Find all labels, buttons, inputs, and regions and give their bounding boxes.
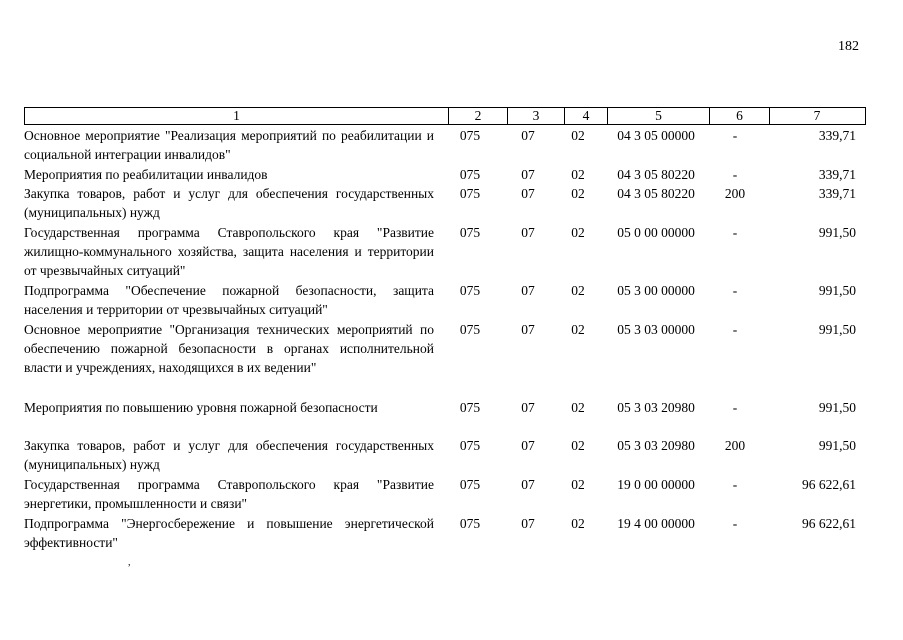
header-col-5: 5	[607, 108, 709, 124]
row-col-6: 200	[724, 186, 746, 201]
header-col-6: 6	[709, 108, 769, 124]
row-col-3: 07	[521, 477, 535, 492]
row-col-2: 075	[459, 186, 481, 201]
row-name: Государственная программа Ставропольского края "Развитие энергетики, промышленности и связи"	[24, 477, 434, 511]
row-col-2: 075	[459, 225, 481, 240]
row-col-5: 05 0 00 00000	[617, 225, 695, 240]
row-col-7: 991,50	[818, 283, 856, 298]
row-col-5: 05 3 03 00000	[617, 322, 695, 337]
row-col-7: 991,50	[818, 322, 856, 337]
row-col-5: 05 3 03 20980	[617, 400, 695, 415]
row-col-5: 19 4 00 00000	[617, 516, 695, 531]
header-col-3: 3	[507, 108, 564, 124]
row-col-6: -	[732, 167, 738, 182]
row-col-2: 075	[459, 322, 481, 337]
row-col-4: 02	[571, 438, 585, 453]
row-col-2: 075	[459, 477, 481, 492]
row-col-2: 075	[459, 400, 481, 415]
row-col-3: 07	[521, 438, 535, 453]
row-col-6: -	[732, 400, 738, 415]
row-col-5: 04 3 05 00000	[617, 128, 695, 143]
row-name: Мероприятия по повышению уровня пожарной безопасности	[24, 400, 378, 415]
row-name: Подпрограмма "Обеспечение пожарной безопасности, защита населения и территории от чрезвычайных ситуаций"	[24, 283, 434, 317]
row-col-6: -	[732, 322, 738, 337]
row-col-7: 339,71	[818, 167, 856, 182]
row-col-2: 075	[459, 128, 481, 143]
row-col-5: 05 3 00 00000	[617, 283, 695, 298]
row-col-7: 991,50	[818, 225, 856, 240]
row-col-4: 02	[571, 225, 585, 240]
row-col-2: 075	[459, 516, 481, 531]
row-col-5: 05 3 03 20980	[617, 438, 695, 453]
row-col-2: 075	[459, 167, 481, 182]
row-col-4: 02	[571, 283, 585, 298]
row-col-4: 02	[571, 322, 585, 337]
row-col-2: 075	[459, 283, 481, 298]
row-name: Закупка товаров, работ и услуг для обеспечения государственных (муниципальных) нужд	[24, 186, 434, 220]
row-col-7: 991,50	[818, 438, 856, 453]
row-col-7: 96 622,61	[802, 516, 856, 531]
row-col-5: 19 0 00 00000	[617, 477, 695, 492]
row-col-4: 02	[571, 128, 585, 143]
row-col-2: 075	[459, 438, 481, 453]
row-col-7: 339,71	[818, 128, 856, 143]
row-col-3: 07	[521, 186, 535, 201]
row-name: Подпрограмма "Энергосбережение и повышение энергетической эффективности"	[24, 516, 434, 550]
row-col-3: 07	[521, 128, 535, 143]
row-col-4: 02	[571, 167, 585, 182]
row-col-3: 07	[521, 322, 535, 337]
row-col-6: 200	[724, 438, 746, 453]
row-name: Основное мероприятие "Организация технических мероприятий по обеспечению пожарной безопасности в органах исполнительной власти и учреждениях, находящихся в их ведении"	[24, 322, 434, 375]
header-col-2: 2	[448, 108, 507, 124]
row-col-7: 339,71	[818, 186, 856, 201]
row-col-4: 02	[571, 477, 585, 492]
header-col-1: 1	[233, 108, 240, 123]
row-col-6: -	[732, 283, 738, 298]
row-col-3: 07	[521, 400, 535, 415]
row-col-4: 02	[571, 516, 585, 531]
row-col-3: 07	[521, 167, 535, 182]
row-col-3: 07	[521, 225, 535, 240]
row-col-3: 07	[521, 516, 535, 531]
table-header	[24, 107, 866, 125]
row-col-4: 02	[571, 400, 585, 415]
row-name: Государственная программа Ставропольского края "Развитие жилищно-коммунального хозяйства, защита населения и территории от чрезвычайных ситуаций"	[24, 225, 434, 278]
row-col-6: -	[732, 128, 738, 143]
row-col-7: 96 622,61	[802, 477, 856, 492]
header-col-7: 7	[769, 108, 864, 124]
row-name: Основное мероприятие "Реализация мероприятий по реабилитации и социальной интеграции инвалидов"	[24, 128, 434, 162]
row-name: Закупка товаров, работ и услуг для обеспечения государственных (муниципальных) нужд	[24, 438, 434, 472]
row-col-4: 02	[571, 186, 585, 201]
page-number: 182	[838, 39, 859, 54]
row-col-5: 04 3 05 80220	[617, 167, 695, 182]
row-col-5: 04 3 05 80220	[617, 186, 695, 201]
header-col-4: 4	[564, 108, 607, 124]
row-col-6: -	[732, 225, 738, 240]
row-col-6: -	[732, 516, 738, 531]
row-col-6: -	[732, 477, 738, 492]
row-name: Мероприятия по реабилитации инвалидов	[24, 167, 268, 182]
stray-mark: ,	[128, 557, 131, 568]
row-col-3: 07	[521, 283, 535, 298]
row-col-7: 991,50	[818, 400, 856, 415]
